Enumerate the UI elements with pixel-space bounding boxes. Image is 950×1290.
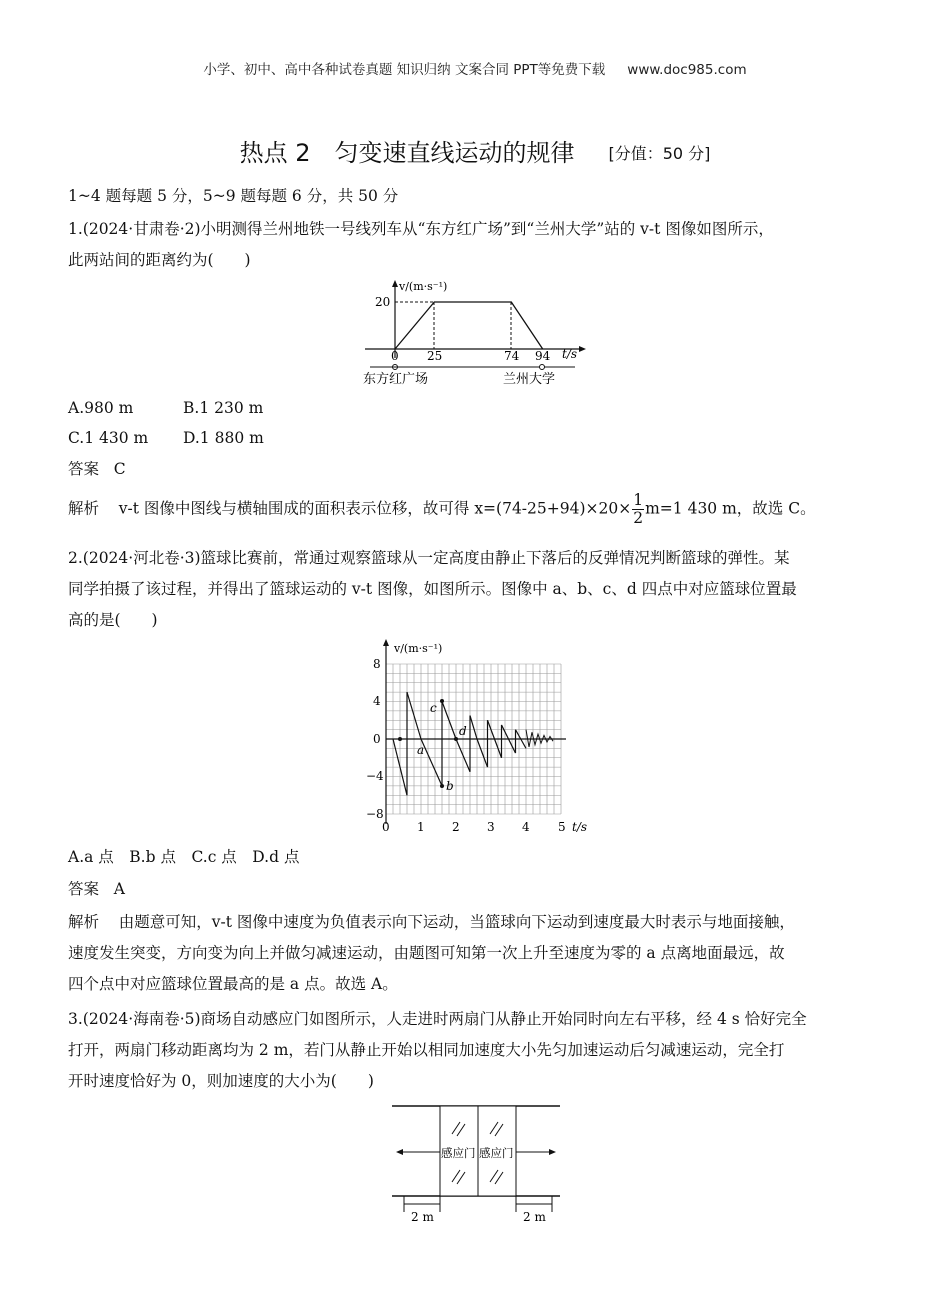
q1-station-end-dot [540, 365, 545, 370]
q1-analysis-post: m=1 430 m，故选 C。 [645, 499, 816, 518]
q2-point-c: c [430, 701, 437, 715]
q1-vt-line [395, 302, 543, 349]
header-text: 小学、初中、高中各种试卷真题 知识归纳 文案合同 PPT等免费下载 [203, 62, 606, 78]
header-url[interactable]: www.doc985.com [627, 62, 747, 78]
q3-arrow-right-icon [549, 1149, 556, 1155]
q2-curve-segment [470, 716, 477, 739]
q2-analysis-line3: 四个点中对应篮球位置最高的是 a 点。故选 A。 [68, 975, 398, 993]
q2-curve-segment [477, 739, 488, 767]
page-header [0, 58, 950, 78]
q1-x-tick-0: 0 [391, 349, 399, 363]
q3-stem-line1: 3.(2024·海南卷·5)商场自动感应门如图所示，人走进时两扇门从静止开始同时向左右平移，经 4 s 恰好完全 [68, 1010, 807, 1028]
q2-y-arrow-icon [383, 639, 389, 646]
q1-analysis-label: 解析 [68, 499, 100, 518]
q1-vt-figure [355, 278, 595, 388]
q2-point-a: a [417, 743, 425, 757]
page-title [0, 133, 950, 168]
q2-point-a-dot [398, 737, 402, 741]
q1-y-tick-20: 20 [375, 295, 391, 309]
q2-x-label: t/s [572, 820, 588, 834]
q3-stem-line3: 开时速度恰好为 0，则加速度的大小为( ) [68, 1072, 374, 1090]
q2-vt-figure [360, 638, 600, 838]
q2-answer [68, 877, 883, 901]
q1-analysis-pre: v-t 图像中图线与横轴围成的面积表示位移，故可得 x=(74-25+94)×20× [118, 499, 632, 518]
q1-x-label: t/s [562, 347, 578, 361]
q1-analysis-fraction [632, 492, 644, 527]
q2-analysis-text1: 由题意可知，v-t 图像中速度为负值表示向下运动，当篮球向下运动到速度最大时表示与地面接触， [118, 913, 795, 931]
q1-analysis [68, 492, 883, 527]
q2-point-d-dot [454, 737, 458, 741]
q2-y-tick-8: 8 [373, 657, 381, 671]
q1-option-b[interactable]: B.1 230 m [183, 399, 264, 417]
q2-curve-segment [516, 730, 521, 739]
q1-x-tick-25: 25 [427, 349, 443, 363]
q1-frac-den: 2 [633, 509, 644, 527]
q2-stem-line1: 2.(2024·河北卷·3)篮球比赛前，常通过观察篮球从一定高度由静止下落后的反弹情况判断篮球的弹性。某 [68, 549, 790, 567]
q2-point-d: d [459, 724, 467, 738]
q1-answer [68, 457, 883, 481]
q1-answer-label: 答案 [68, 460, 100, 478]
q3-door-figure [380, 1100, 570, 1225]
q1-x-tick-74: 74 [504, 349, 520, 363]
q3-door-left-label: 感应门 [441, 1146, 476, 1160]
q2-answer-value: A [113, 880, 125, 898]
q2-x-tick-2: 2 [452, 820, 460, 834]
q2-x-tick-5: 5 [558, 820, 566, 834]
q2-x-tick-1: 1 [417, 820, 425, 834]
q1-option-d[interactable]: D.1 880 m [183, 429, 264, 447]
q1-stem-line1: 1.(2024·甘肃卷·2)小明测得兰州地铁一号线列车从“东方红广场”到“兰州大学”站的 v-t 图像如图所示， [68, 220, 774, 238]
q2-y-tick-0: 0 [373, 732, 381, 746]
q1-option-a[interactable]: A.980 m [68, 399, 134, 417]
title-main: 热点 2 匀变速直线运动的规律 [239, 139, 575, 167]
q2-stem-line3: 高的是( ) [68, 611, 158, 629]
q2-point-b-dot [440, 784, 444, 788]
q2-y-tick-4: 4 [373, 694, 381, 708]
q2-x-tick-0: 0 [382, 820, 390, 834]
q1-station-start: 东方红广场 [363, 372, 429, 387]
q2-analysis-line1 [68, 910, 883, 934]
q2-y-tick-neg4: −4 [366, 769, 384, 783]
q1-station-end: 兰州大学 [503, 372, 556, 387]
q2-x-tick-3: 3 [487, 820, 495, 834]
q3-dist-left: 2 m [411, 1210, 434, 1224]
q2-y-tick-neg8: −8 [366, 807, 384, 821]
q3-door-right-label: 感应门 [479, 1146, 514, 1160]
q2-curve-segment [521, 739, 526, 748]
q2-stem-line2: 同学拍摄了该过程，并得出了篮球运动的 v-t 图像，如图所示。图像中 a、b、c、d 四点中对应篮球位置最 [68, 580, 797, 598]
q1-x-tick-94: 94 [535, 349, 551, 363]
q1-stem-line2: 此两站间的距离约为( ) [68, 251, 251, 269]
q2-y-label: v/(m·s⁻¹) [394, 642, 443, 655]
q2-curve-tail [526, 730, 553, 747]
q1-frac-num: 1 [633, 491, 644, 509]
q2-point-c-dot [440, 699, 444, 703]
q2-answer-label: 答案 [68, 880, 100, 898]
q3-dist-right: 2 m [523, 1210, 546, 1224]
q1-y-arrow-icon [392, 280, 398, 287]
title-score: [分值：50 分] [608, 144, 711, 163]
q2-analysis-label: 解析 [68, 913, 100, 931]
q1-answer-value: C [113, 460, 126, 478]
scoring-note: 1~4 题每题 5 分，5~9 题每题 6 分，共 50 分 [68, 187, 399, 205]
q2-options[interactable]: A.a 点 B.b 点 C.c 点 D.d 点 [68, 848, 300, 866]
q1-option-c[interactable]: C.1 430 m [68, 429, 149, 447]
q2-point-b: b [446, 779, 454, 793]
q3-arrow-left-icon [396, 1149, 403, 1155]
q3-stem-line2: 打开，两扇门移动距离均为 2 m，若门从静止开始以相同加速度大小先匀加速运动后匀减速运动，完全打 [68, 1041, 785, 1059]
q1-x-arrow-icon [579, 346, 586, 352]
q2-x-tick-4: 4 [522, 820, 530, 834]
q2-analysis-line2: 速度发生突变，方向变为向上并做匀减速运动，由题图可知第一次上升至速度为零的 a 点离地面最远，故 [68, 944, 785, 962]
q1-y-label: v/(m·s⁻¹) [399, 280, 448, 293]
